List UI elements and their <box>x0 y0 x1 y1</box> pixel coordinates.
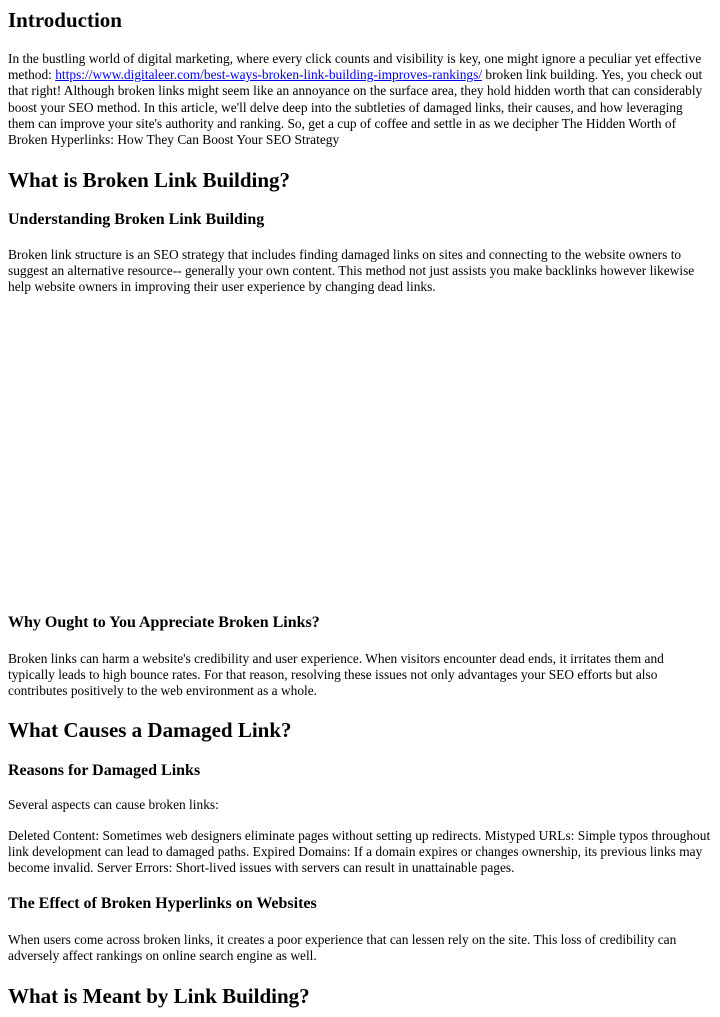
heading-what-is-link-building: What is Meant by Link Building? <box>8 984 310 1008</box>
heading-reasons-for-damaged-links: Reasons for Damaged Links <box>8 762 201 779</box>
reasons-paragraph: Deleted Content: Sometimes web designers eliminate pages without setting up redirects. Mistyped URLs: Simple typos throughout link development can lead to damaged paths. Expired Domains: If a domain expires or changes ownership, its previous links may become invalid. Server Errors: Short-lived issues with servers can result in unattainable pages. <box>8 828 711 876</box>
digitaleer-link[interactable]: https://www.digitaleer.com/best-ways-broken-link-building-improves-rankings/ <box>55 67 483 83</box>
why-paragraph: Broken links can harm a website's credibility and user experience. When visitors encounter dead ends, it irritates them and typically leads to high bounce rates. For that reason, resolving these issues not only advantages your SEO efforts but also contributes positively to the web environment as a whole. <box>8 651 664 699</box>
blank-image-area <box>8 300 712 600</box>
intro-text-after-link: broken link building. Yes, you check out that right! Although broken links might seem like an annoyance on the surface area, they hold hidden worth that can considerably boost your SEO method. In this article, we'll delve deep into the subtleties of damaged links, their causes, and how leveraging them can improve your site's authority and ranking. So, get a cup of coffee and settle in as we decipher The Hidden Worth of Broken Hyperlinks: How They Can Boost Your SEO Strategy <box>8 67 703 148</box>
heading-what-is-broken-link-building: What is Broken Link Building? <box>8 168 291 192</box>
intro-text-before-link: In the bustling world of digital marketing, where every click counts and visibility is key, one might ignore a peculiar yet effective method: <box>8 51 702 83</box>
heading-effect-of-broken-hyperlinks: The Effect of Broken Hyperlinks on Websites <box>8 895 317 912</box>
heading-understanding-broken-link-building: Understanding Broken Link Building <box>8 211 265 228</box>
heading-why-appreciate-broken-links: Why Ought to You Appreciate Broken Links? <box>8 614 320 631</box>
reasons-intro-paragraph: Several aspects can cause broken links: <box>8 797 219 812</box>
intro-paragraph <box>8 51 712 148</box>
heading-introduction: Introduction <box>8 8 122 32</box>
understanding-paragraph: Broken link structure is an SEO strategy that includes finding damaged links on sites and connecting to the website owners to suggest an alternative resource-- generally your own content. This method not just assists you make backlinks however likewise help website owners in improving their user experience by changing dead links. <box>8 247 695 295</box>
effect-paragraph: When users come across broken links, it creates a poor experience that can lessen rely on the site. This loss of credibility can adversely affect rankings on online search engine as well. <box>8 932 677 964</box>
heading-what-causes-damaged-link: What Causes a Damaged Link? <box>8 718 292 742</box>
